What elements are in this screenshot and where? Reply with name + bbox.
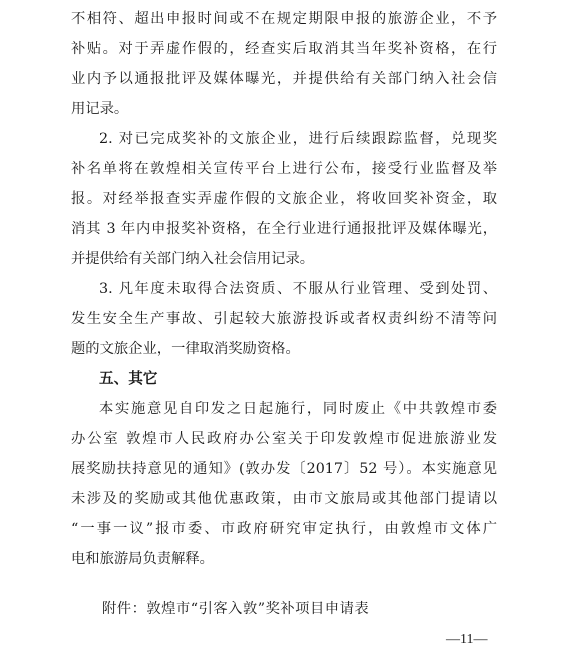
- body-line: 补名单将在敦煌相关宣传平台上进行公布，接受行业监督及举: [71, 161, 497, 177]
- body-line: 未涉及的奖励或其他优惠政策，由市文旅局或其他部门提请以: [71, 491, 497, 507]
- section-heading: 五、其它: [99, 370, 158, 387]
- body-line: 3. 凡年度未取得合法资质、不服从行业管理、受到处罚、: [99, 281, 497, 297]
- body-line: 电和旅游局负责解释。: [71, 551, 214, 567]
- body-line: 业内予以通报批评及媒体曝光，并提供给有关部门纳入社会信: [71, 71, 497, 87]
- body-line: 报。对经举报查实弄虚作假的文旅企业，将收回奖补资金，取: [71, 191, 497, 207]
- page-number: —11—: [446, 632, 488, 647]
- body-line: 消其 3 年内申报奖补资格，在全行业进行通报批评及媒体曝光，: [71, 221, 497, 237]
- body-line: 发生安全生产事故、引起较大旅游投诉或者权责纠纷不清等问: [71, 311, 497, 327]
- body-line: 本实施意见自印发之日起施行，同时废止《中共敦煌市委: [99, 401, 497, 417]
- body-line: 题的文旅企业，一律取消奖励资格。: [71, 341, 300, 357]
- body-line: 展奖励扶持意见的通知》(敦办发〔2017〕52 号）。本实施意见: [71, 461, 497, 477]
- attachment-note: 附件：敦煌市“引客入敦”奖补项目申请表: [102, 601, 370, 617]
- body-line: “一事一议”报市委、市政府研究审定执行，由敦煌市文体广: [71, 521, 497, 537]
- body-line: 不相符、超出申报时间或不在规定期限申报的旅游企业，不予: [71, 11, 497, 27]
- body-line: 用记录。: [71, 101, 129, 117]
- body-line: 并提供给有关部门纳入社会信用记录。: [71, 251, 315, 267]
- body-line: 补贴。对于弄虚作假的，经查实后取消其当年奖补资格，在行: [71, 41, 497, 57]
- body-line: 办公室 敦煌市人民政府办公室关于印发敦煌市促进旅游业发: [71, 431, 497, 447]
- body-line: 2. 对已完成奖补的文旅企业，进行后续跟踪监督，兑现奖: [99, 131, 497, 147]
